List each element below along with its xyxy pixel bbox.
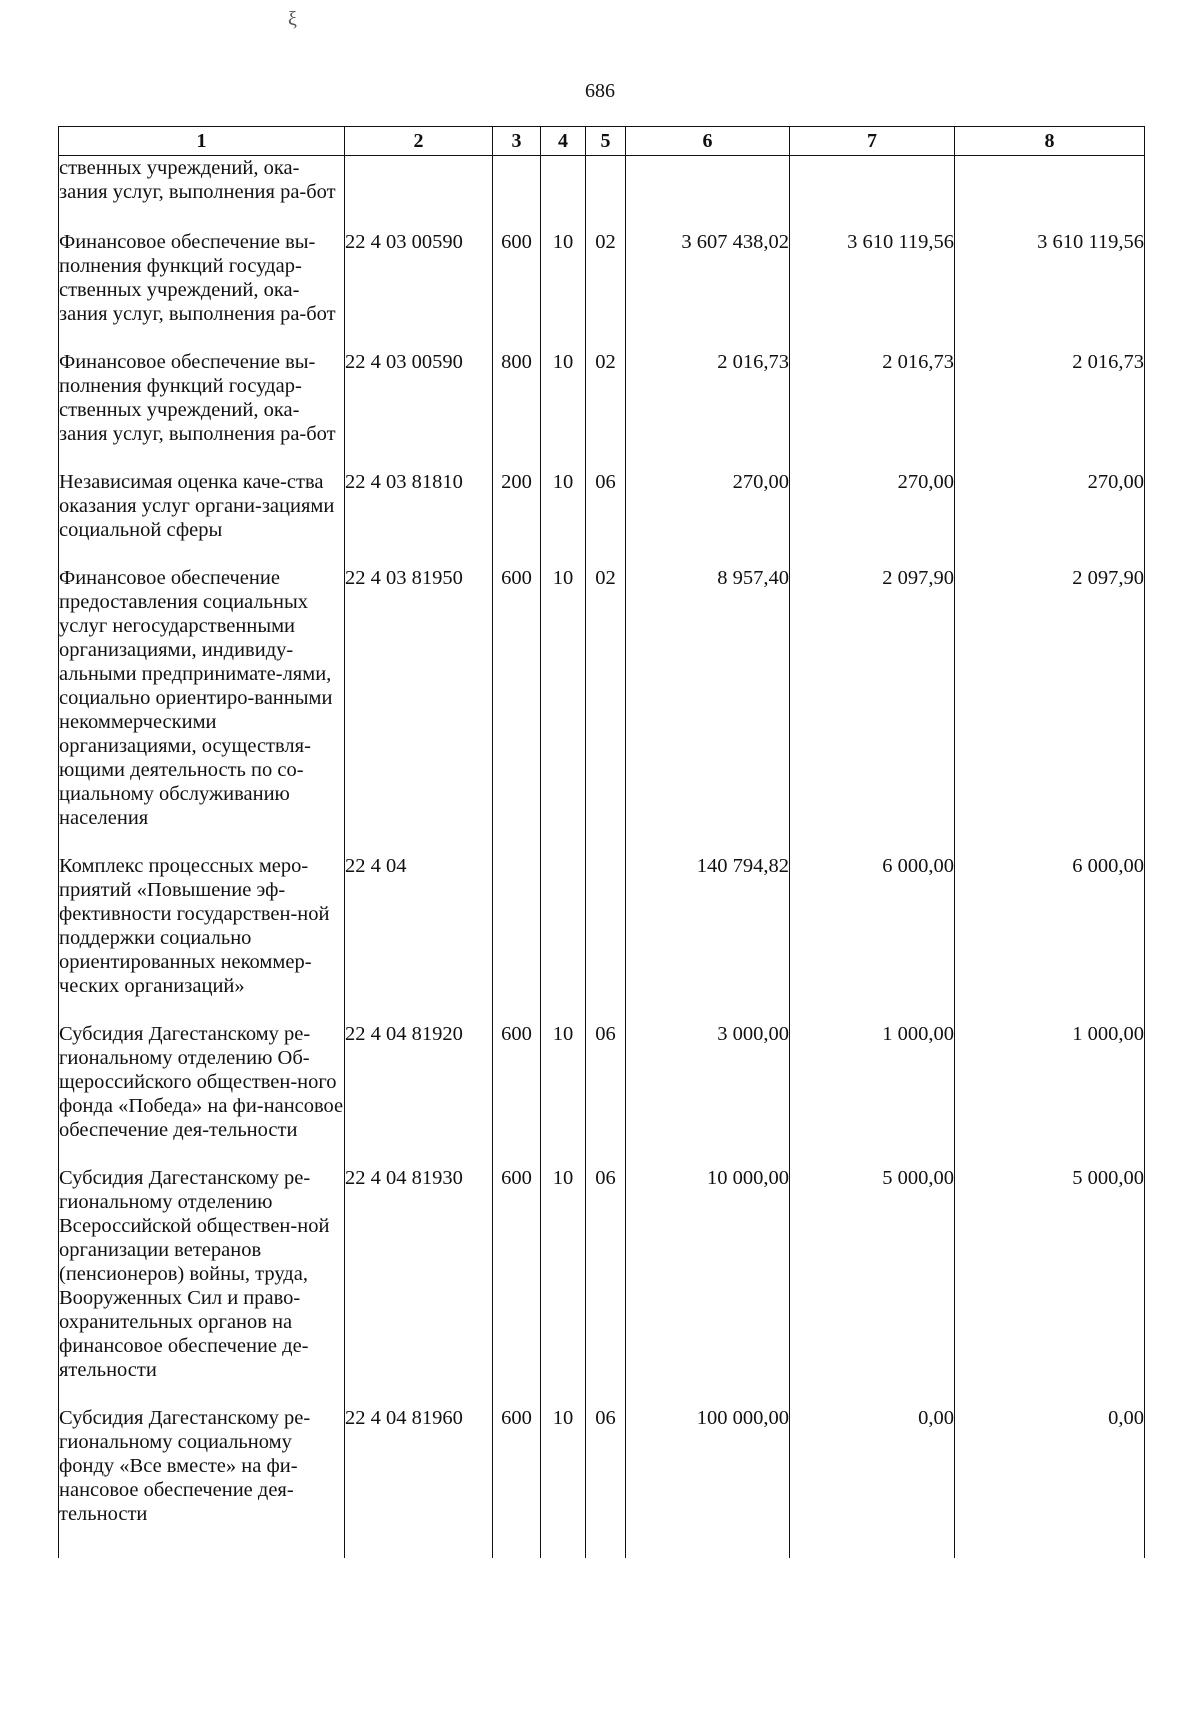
row-col4: 10: [541, 470, 586, 566]
row-col5: 02: [586, 350, 626, 470]
row-code: [345, 156, 493, 231]
row-col7: 6 000,00: [790, 854, 955, 1022]
row-name: Финансовое обеспечение вы-полнения функций государ-ственных учреждений, ока-зания услуг, выполнения ра-бот: [59, 350, 345, 470]
row-col4: 10: [541, 1022, 586, 1166]
row-col6: 10 000,00: [626, 1166, 790, 1406]
row-col6: 8 957,40: [626, 566, 790, 854]
row-code: 22 4 03 81810: [345, 470, 493, 566]
table-row: [59, 470, 1145, 566]
row-col4: 10: [541, 1166, 586, 1406]
row-col4: 10: [541, 230, 586, 350]
column-header-7: 7: [790, 127, 955, 156]
table-row: [59, 1406, 1145, 1558]
row-name: Субсидия Дагестанскому ре-гиональному социальному фонду «Все вместе» на фи-нансовое обеспечение дея-тельности: [59, 1406, 345, 1558]
table-row: [59, 1166, 1145, 1406]
row-col6: [626, 156, 790, 231]
row-code: 22 4 04: [345, 854, 493, 1022]
row-col5: 02: [586, 230, 626, 350]
row-col8: 3 610 119,56: [955, 230, 1145, 350]
column-header-6: 6: [626, 127, 790, 156]
budget-table: [58, 126, 1145, 1558]
row-name: Финансовое обеспечение вы-полнения функций государ-ственных учреждений, ока-зания услуг, выполнения ра-бот: [59, 230, 345, 350]
column-header-1: 1: [59, 127, 345, 156]
row-name: Финансовое обеспечение предоставления социальных услуг негосударственными организациями, индивиду-альными предпринимате-лями, социально ориентиро-ванными некоммерческими организациями, осуществля-ющими деятельность по со-циальному обслуживанию населения: [59, 566, 345, 854]
row-col8: 270,00: [955, 470, 1145, 566]
column-header-3: 3: [493, 127, 541, 156]
row-col4: 10: [541, 1406, 586, 1558]
row-col8: 6 000,00: [955, 854, 1145, 1022]
page-number: 686: [585, 80, 615, 102]
row-col6: 3 000,00: [626, 1022, 790, 1166]
row-col5: 02: [586, 566, 626, 854]
row-code: 22 4 03 00590: [345, 350, 493, 470]
row-col3: 200: [493, 470, 541, 566]
row-col3: 600: [493, 1022, 541, 1166]
table-row: [59, 156, 1145, 231]
row-col7: 270,00: [790, 470, 955, 566]
row-col7: 0,00: [790, 1406, 955, 1558]
row-col8: 0,00: [955, 1406, 1145, 1558]
row-col7: 2 016,73: [790, 350, 955, 470]
row-col8: [955, 156, 1145, 231]
row-col4: 10: [541, 566, 586, 854]
table-row: [59, 230, 1145, 350]
row-col3: 800: [493, 350, 541, 470]
row-col6: 2 016,73: [626, 350, 790, 470]
row-col5: [586, 156, 626, 231]
column-header-4: 4: [541, 127, 586, 156]
row-code: 22 4 04 81930: [345, 1166, 493, 1406]
row-col5: 06: [586, 1022, 626, 1166]
row-col3: [493, 854, 541, 1022]
row-col7: 2 097,90: [790, 566, 955, 854]
row-name: ственных учреждений, ока-зания услуг, выполнения ра-бот: [59, 156, 345, 231]
row-name: Независимая оценка каче-ства оказания услуг органи-зациями социальной сферы: [59, 470, 345, 566]
row-col4: [541, 854, 586, 1022]
row-col6: 140 794,82: [626, 854, 790, 1022]
table-header: [59, 127, 1145, 156]
row-col3: [493, 156, 541, 231]
row-col3: 600: [493, 566, 541, 854]
table-row: [59, 350, 1145, 470]
row-col8: 1 000,00: [955, 1022, 1145, 1166]
column-header-5: 5: [586, 127, 626, 156]
row-col4: [541, 156, 586, 231]
row-col8: 2 097,90: [955, 566, 1145, 854]
row-col5: 06: [586, 470, 626, 566]
row-col5: 06: [586, 1406, 626, 1558]
row-col7: [790, 156, 955, 231]
table-row: [59, 1022, 1145, 1166]
handwritten-mark: ξ: [288, 8, 297, 30]
column-header-8: 8: [955, 127, 1145, 156]
row-name: Комплекс процессных меро-приятий «Повышение эф-фективности государствен-ной поддержки социально ориентированных некоммер-ческих организаций»: [59, 854, 345, 1022]
row-code: 22 4 03 81950: [345, 566, 493, 854]
row-col8: 5 000,00: [955, 1166, 1145, 1406]
row-col3: 600: [493, 1406, 541, 1558]
row-col3: 600: [493, 230, 541, 350]
row-col6: 270,00: [626, 470, 790, 566]
row-col5: 06: [586, 1166, 626, 1406]
row-col8: 2 016,73: [955, 350, 1145, 470]
row-name: Субсидия Дагестанскому ре-гиональному отделению Об-щероссийского обществен-ного фонда «Победа» на фи-нансовое обеспечение дея-тельности: [59, 1022, 345, 1166]
row-col7: 3 610 119,56: [790, 230, 955, 350]
row-code: 22 4 03 00590: [345, 230, 493, 350]
table-row: [59, 566, 1145, 854]
row-col4: 10: [541, 350, 586, 470]
row-col6: 100 000,00: [626, 1406, 790, 1558]
row-code: 22 4 04 81960: [345, 1406, 493, 1558]
table-row: [59, 854, 1145, 1022]
column-header-2: 2: [345, 127, 493, 156]
row-col3: 600: [493, 1166, 541, 1406]
row-code: 22 4 04 81920: [345, 1022, 493, 1166]
row-col7: 5 000,00: [790, 1166, 955, 1406]
row-col7: 1 000,00: [790, 1022, 955, 1166]
row-col6: 3 607 438,02: [626, 230, 790, 350]
row-col5: [586, 854, 626, 1022]
row-name: Субсидия Дагестанскому ре-гиональному отделению Всероссийской обществен-ной организации ветеранов (пенсионеров) войны, труда, Вооруженных Сил и право-охранительных органов на финансовое обеспечение де-ятельности: [59, 1166, 345, 1406]
